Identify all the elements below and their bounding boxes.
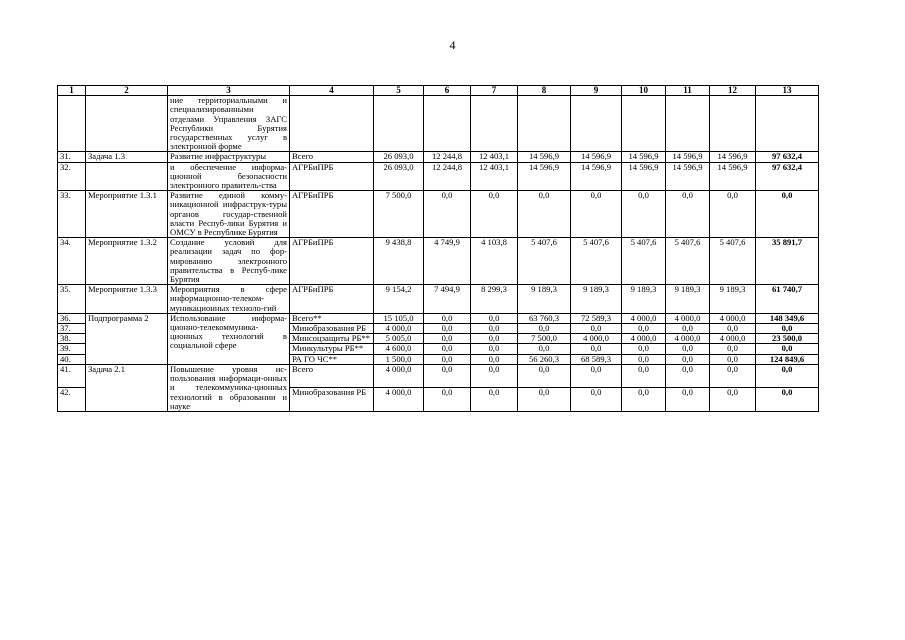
value-cell: 14 596,9: [666, 152, 710, 162]
funding-source-cell: Минобразования РБ: [290, 388, 374, 412]
value-cell: 14 596,9: [518, 152, 571, 162]
value-cell: 14 596,9: [622, 162, 666, 191]
value-cell: 9 154,2: [374, 285, 424, 314]
column-header: 1: [58, 86, 86, 96]
value-cell: 12 403,1: [471, 152, 518, 162]
value-cell: 14 596,9: [622, 152, 666, 162]
value-cell: 68 589,3: [571, 354, 622, 364]
value-cell: [374, 96, 424, 152]
value-cell: 14 596,9: [571, 162, 622, 191]
value-cell: 0,0: [424, 334, 471, 344]
value-cell: 14 596,9: [518, 162, 571, 191]
table-body: [58, 96, 819, 412]
description-cell: и обеспечение информа-ционной безопасности электронного правитель-ства: [168, 162, 290, 191]
value-cell: 4 000,0: [374, 388, 424, 412]
description-cell: Развитие единой комму-никационной инфраструк-туры органов государ-ственной власти Респуб-лики Бурятия и ОМСУ в Республике Бурятия: [168, 191, 290, 238]
column-header: 12: [710, 86, 756, 96]
value-cell: 0,0: [471, 388, 518, 412]
value-cell: 0,0: [710, 364, 756, 388]
table-row: [58, 152, 819, 162]
value-cell: 0,0: [571, 344, 622, 354]
table-row: [58, 96, 819, 152]
total-cell: 61 740,7: [756, 285, 819, 314]
value-cell: 9 189,3: [622, 285, 666, 314]
funding-source-cell: Минкультуры РБ**: [290, 344, 374, 354]
total-cell: 97 632,4: [756, 162, 819, 191]
value-cell: 1 500,0: [374, 354, 424, 364]
value-cell: 0,0: [571, 388, 622, 412]
value-cell: 7 500,0: [518, 334, 571, 344]
row-number-cell: 39.: [58, 344, 86, 354]
value-cell: 26 093,0: [374, 162, 424, 191]
value-cell: 4 000,0: [374, 324, 424, 334]
column-header: 2: [86, 86, 168, 96]
value-cell: 0,0: [424, 388, 471, 412]
value-cell: 0,0: [666, 388, 710, 412]
value-cell: 72 589,3: [571, 313, 622, 323]
value-cell: 0,0: [622, 388, 666, 412]
total-cell: 0,0: [756, 344, 819, 354]
funding-source-cell: РА ГО ЧС**: [290, 354, 374, 364]
program-name-cell: Задача 1.3: [86, 152, 168, 162]
table-row: [58, 285, 819, 314]
table-row: [58, 364, 819, 388]
budget-table: [57, 85, 819, 412]
row-number-cell: 42.: [58, 388, 86, 412]
funding-source-cell: [290, 96, 374, 152]
row-number-cell: 35.: [58, 285, 86, 314]
column-header: 7: [471, 86, 518, 96]
value-cell: 0,0: [471, 191, 518, 238]
total-cell: 124 849,6: [756, 354, 819, 364]
description-cell: Создание условий для реализации задач по фор-мированию электронного правительства в Респуб-лике Бурятия: [168, 238, 290, 285]
value-cell: 12 403,1: [471, 162, 518, 191]
value-cell: 5 407,6: [571, 238, 622, 285]
value-cell: 5 407,6: [710, 238, 756, 285]
funding-source-cell: Всего: [290, 364, 374, 388]
funding-source-cell: Всего: [290, 152, 374, 162]
total-cell: [756, 96, 819, 152]
column-header: 5: [374, 86, 424, 96]
value-cell: [710, 96, 756, 152]
value-cell: [518, 96, 571, 152]
value-cell: 0,0: [571, 324, 622, 334]
value-cell: 0,0: [471, 334, 518, 344]
value-cell: 8 299,3: [471, 285, 518, 314]
value-cell: [424, 96, 471, 152]
row-number-cell: 41.: [58, 364, 86, 388]
value-cell: 4 000,0: [666, 334, 710, 344]
value-cell: 0,0: [710, 354, 756, 364]
value-cell: 0,0: [471, 354, 518, 364]
total-cell: 148 349,6: [756, 313, 819, 323]
value-cell: 5 005,0: [374, 334, 424, 344]
total-cell: 0,0: [756, 324, 819, 334]
program-name-cell: [86, 162, 168, 191]
value-cell: 63 760,3: [518, 313, 571, 323]
value-cell: 0,0: [424, 344, 471, 354]
value-cell: 14 596,9: [571, 152, 622, 162]
column-header: 4: [290, 86, 374, 96]
column-header: 3: [168, 86, 290, 96]
value-cell: 5 407,6: [666, 238, 710, 285]
value-cell: [571, 96, 622, 152]
value-cell: 9 189,3: [710, 285, 756, 314]
value-cell: 9 189,3: [518, 285, 571, 314]
row-number-cell: 40.: [58, 354, 86, 364]
value-cell: 4 000,0: [710, 313, 756, 323]
value-cell: 0,0: [424, 364, 471, 388]
program-name-cell: Задача 2.1: [86, 364, 168, 411]
value-cell: 9 189,3: [571, 285, 622, 314]
value-cell: 0,0: [424, 324, 471, 334]
column-header: 6: [424, 86, 471, 96]
row-number-cell: 33.: [58, 191, 86, 238]
value-cell: 7 500,0: [374, 191, 424, 238]
value-cell: 4 000,0: [622, 334, 666, 344]
funding-source-cell: АГРБиПРБ: [290, 285, 374, 314]
value-cell: 12 244,8: [424, 162, 471, 191]
value-cell: 0,0: [622, 191, 666, 238]
program-name-cell: Мероприятие 1.3.3: [86, 285, 168, 314]
funding-source-cell: Минсоцзащиты РБ**: [290, 334, 374, 344]
table-row: [58, 191, 819, 238]
value-cell: 14 596,9: [666, 162, 710, 191]
total-cell: 0,0: [756, 191, 819, 238]
funding-source-cell: АГРБиПРБ: [290, 191, 374, 238]
value-cell: 0,0: [471, 324, 518, 334]
value-cell: 0,0: [518, 344, 571, 354]
value-cell: 4 103,8: [471, 238, 518, 285]
value-cell: 9 438,8: [374, 238, 424, 285]
value-cell: 0,0: [471, 344, 518, 354]
column-header: 13: [756, 86, 819, 96]
value-cell: 5 407,6: [518, 238, 571, 285]
total-cell: 0,0: [756, 388, 819, 412]
value-cell: 0,0: [471, 313, 518, 323]
funding-source-cell: Минобразования РБ: [290, 324, 374, 334]
value-cell: 0,0: [666, 354, 710, 364]
total-cell: 0,0: [756, 364, 819, 388]
value-cell: 0,0: [518, 324, 571, 334]
table-row: [58, 162, 819, 191]
description-cell: Развитие инфраструктуры: [168, 152, 290, 162]
page-number: 4: [449, 38, 456, 52]
row-number-cell: 31.: [58, 152, 86, 162]
value-cell: 4 000,0: [710, 334, 756, 344]
column-header: 8: [518, 86, 571, 96]
row-number-cell: 37.: [58, 324, 86, 334]
table-row: [58, 313, 819, 323]
value-cell: 9 189,3: [666, 285, 710, 314]
value-cell: 0,0: [622, 344, 666, 354]
value-cell: 0,0: [622, 354, 666, 364]
value-cell: [622, 96, 666, 152]
value-cell: 0,0: [571, 191, 622, 238]
value-cell: 4 000,0: [666, 313, 710, 323]
row-number-cell: 32.: [58, 162, 86, 191]
column-header: 10: [622, 86, 666, 96]
row-number-cell: 38.: [58, 334, 86, 344]
row-number-cell: 36.: [58, 313, 86, 323]
value-cell: 0,0: [710, 324, 756, 334]
table-row: [58, 238, 819, 285]
column-header: 9: [571, 86, 622, 96]
total-cell: 23 500,0: [756, 334, 819, 344]
funding-source-cell: АГРБиПРБ: [290, 162, 374, 191]
value-cell: 12 244,8: [424, 152, 471, 162]
value-cell: [471, 96, 518, 152]
row-number-cell: 34.: [58, 238, 86, 285]
value-cell: 14 596,9: [710, 152, 756, 162]
value-cell: 0,0: [571, 364, 622, 388]
description-cell: ние территориальными и специализированными отделами Управления ЗАГС Республики Бурятия государственных услуг в электронной форме: [168, 96, 290, 152]
value-cell: 0,0: [666, 324, 710, 334]
value-cell: 4 749,9: [424, 238, 471, 285]
value-cell: 7 494,9: [424, 285, 471, 314]
value-cell: 0,0: [518, 364, 571, 388]
program-name-cell: Подпрограмма 2: [86, 313, 168, 364]
program-name-cell: [86, 96, 168, 152]
value-cell: 0,0: [622, 324, 666, 334]
value-cell: 15 105,0: [374, 313, 424, 323]
value-cell: 0,0: [666, 191, 710, 238]
program-name-cell: Мероприятие 1.3.2: [86, 238, 168, 285]
value-cell: 0,0: [424, 191, 471, 238]
value-cell: 0,0: [666, 364, 710, 388]
value-cell: 0,0: [518, 191, 571, 238]
value-cell: 0,0: [424, 313, 471, 323]
header-row: [58, 86, 819, 96]
value-cell: 5 407,6: [622, 238, 666, 285]
program-name-cell: Мероприятие 1.3.1: [86, 191, 168, 238]
value-cell: 0,0: [710, 344, 756, 354]
description-cell: Использование информа-ционно-телекоммуника-ционных технологий в социальной сфере: [168, 313, 290, 364]
total-cell: 97 632,4: [756, 152, 819, 162]
value-cell: 0,0: [710, 191, 756, 238]
value-cell: 4 000,0: [622, 313, 666, 323]
value-cell: [666, 96, 710, 152]
value-cell: 4 600,0: [374, 344, 424, 354]
description-cell: Повышение уровня ис-пользования информаци-онных и телекоммуника-ционных технологий в образовании и науке: [168, 364, 290, 411]
value-cell: 26 093,0: [374, 152, 424, 162]
value-cell: 14 596,9: [710, 162, 756, 191]
value-cell: 0,0: [471, 364, 518, 388]
funding-source-cell: АГРБиПРБ: [290, 238, 374, 285]
column-header: 11: [666, 86, 710, 96]
value-cell: 56 260,3: [518, 354, 571, 364]
value-cell: 0,0: [424, 354, 471, 364]
funding-source-cell: Всего**: [290, 313, 374, 323]
row-number-cell: [58, 96, 86, 152]
total-cell: 35 891,7: [756, 238, 819, 285]
value-cell: 0,0: [622, 364, 666, 388]
value-cell: 4 000,0: [571, 334, 622, 344]
description-cell: Мероприятия в сфере информационно-телеком-муникационных техноло-гий: [168, 285, 290, 314]
value-cell: 0,0: [666, 344, 710, 354]
value-cell: 4 000,0: [374, 364, 424, 388]
value-cell: 0,0: [710, 388, 756, 412]
value-cell: 0,0: [518, 388, 571, 412]
